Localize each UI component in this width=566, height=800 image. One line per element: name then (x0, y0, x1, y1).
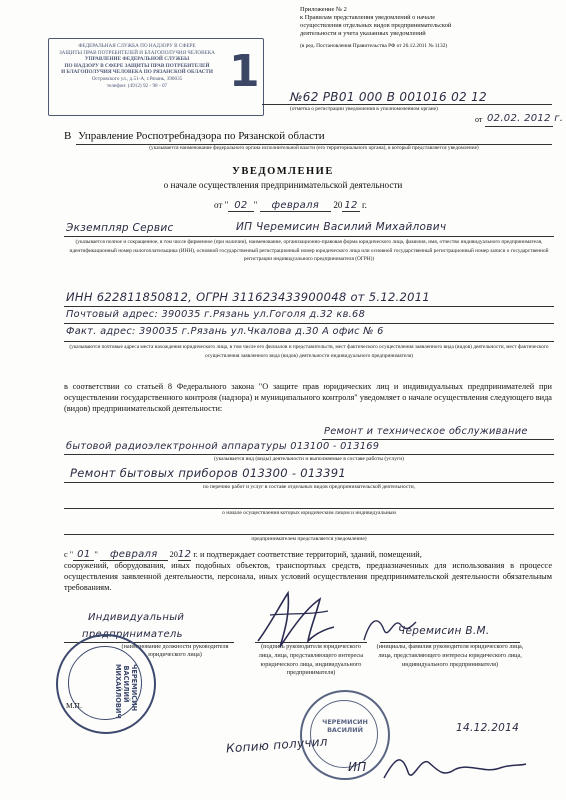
confirmation-text-first: г. и подтверждает соответствие территорий, зданий, помещений, (193, 550, 422, 559)
appendix-header (300, 6, 540, 50)
confirmation-text-rest: сооружений, оборудования, иных подобных объектов, транспортных средств, предназначенных для использования в процессе осуществления заявленной деятельности, персонала, иных условий осуществления предпринимательской деятельности обязательным требованиям. (64, 561, 552, 593)
activity-entrepreneur-caption: предпринимателем представляется уведомление) (251, 536, 367, 542)
signer-name-caption: (инициалы, фамилия руководителя юридического лица, лица, представляющего интересы юридического лица, индивидуального предпринимателя) (376, 643, 524, 668)
stamp-line: Островского ул., д.51-А, г.Рязань, 390035 (91, 75, 183, 82)
registration-number: №62 РВ01 000 В 001016 02 12 (290, 90, 487, 104)
position-line-1: Индивидуальный (88, 612, 185, 623)
mp-label: М.П. (66, 701, 82, 710)
confirmation-year: 12 (177, 549, 192, 560)
addressee-caption: (указывается наименование федерального органа исполнительной власти (его территориального органа), в который представляется уведомление) (149, 145, 479, 151)
registration-date-prefix: от (475, 115, 483, 124)
confirmation-year-prefix: 20 (169, 550, 178, 559)
signature-caption: (подпись руководителя юридического лица, лица, представляющего интересы юридического лица, индивидуального предпринимателя) (258, 643, 364, 677)
notice-date-prefix: от " (214, 200, 229, 210)
appendix-edition: (в ред. Постановления Правительства РФ от 26.12.2011 № 1132) (300, 43, 448, 49)
applicant-ids: ИНН 622811850812, ОГРН 311623433900048 от 5.12.2011 (66, 290, 430, 304)
seal-text: ВАСИЛИЙ (122, 665, 130, 703)
notice-date: от " 02 " февраля 20 12 г. (214, 200, 367, 211)
notice-month: февраля (260, 200, 332, 212)
stamp-line: И БЛАГОПОЛУЧИЯ ЧЕЛОВЕКА ПО РЯЗАНСКОЙ ОБЛАСТИ (61, 69, 213, 76)
stamp-line: ПО НАДЗОРУ В СФЕРЕ ЗАЩИТЫ ПРАВ ПОТРЕБИТЕЛЕЙ (64, 62, 210, 69)
notice-year: 12 (344, 200, 358, 211)
receipt-signature (380, 748, 530, 788)
seal-text: ЧЕРЕМИСИН (130, 664, 138, 712)
activity-kind-2: бытовой радиоэлектронной аппаратуры 013100 - 013169 (66, 441, 380, 452)
stamp-line: ФЕДЕРАЛЬНАЯ СЛУЖБА ПО НАДЗОРУ В СФЕРЕ (78, 43, 196, 49)
incoming-registration-stamp (48, 38, 264, 116)
appendix-line: осуществления отдельных видов предпринимательской (300, 22, 452, 29)
document-subtitle: о начале осуществления предпринимательской деятельности (163, 180, 403, 190)
activity-legal-caption: о начале осуществления которых юридическим лицом и индивидуальным (222, 510, 396, 516)
receipt-note: Копию получил (225, 734, 329, 756)
seal-text: ЧЕРЕМИСИН (322, 718, 368, 726)
notice-year-prefix: 20 (333, 200, 343, 210)
seal-text: ВАСИЛИЙ (327, 726, 363, 734)
position-line-2: предприниматель (82, 629, 183, 640)
activity-list-caption: по перечню работ и услуг в составе отдельных видов предпринимательской деятельности, (202, 484, 416, 490)
activity-paragraph: в соответствии со статьей 8 Федерального закона "О защите прав юридических лиц и индивидуальных предпринимателей при осуществлении государственного контроля (надзора) и муниципального контроля" уведомляет о начале осуществления следующего вида (видов) предпринимательской деятельности: (64, 382, 552, 414)
registration-caption: (отметка о регистрации уведомления в уполномоченном органе) (290, 106, 438, 112)
confirmation-first-line: с " 01 " февраля 2012 г. и подтверждает соответствие территорий, зданий, помещений, (64, 549, 422, 560)
confirmation-day: 01 (73, 549, 94, 561)
appendix-line: к Правилам представления уведомлений о начале (300, 14, 436, 21)
position-caption: (наименование должности руководителя юридического лица) (121, 643, 229, 658)
activity-caption: (указывается вид (виды) деятельности и выполняемые в составе работы (услуги) (214, 456, 404, 462)
appendix-line: деятельности и учета указанных уведомлений (300, 30, 426, 37)
receipt-ip: ИП (348, 760, 367, 774)
activity-kind-3: Ремонт бытовых приборов 013300 - 013391 (70, 466, 346, 480)
address-caption: (указываются почтовые адреса места нахождения юридического лица, в том числе его филиалов и представительств, мест фактического осуществления заявленного вида (видов) деятельности, мест фактического осуществления заявленного вида (видов) деятельности индивидуального предпринимателя) (69, 344, 549, 359)
stamp-line: УПРАВЛЕНИЕ ФЕДЕРАЛЬНОЙ СЛУЖБЫ (84, 56, 190, 63)
document-title: УВЕДОМЛЕНИЕ (232, 166, 334, 177)
addressee (64, 130, 325, 143)
stamp-line: ЗАЩИТЫ ПРАВ ПОТРЕБИТЕЛЕЙ И БЛАГОПОЛУЧИЯ ЧЕЛОВЕКА (59, 49, 215, 56)
confirmation-prefix: с " (64, 550, 74, 559)
applicant-name-right: ИП Черемисин Василий Михайлович (236, 221, 447, 233)
signer-name: Черемисин В.М. (398, 625, 490, 637)
round-seal (56, 634, 156, 734)
notice-day: 02 (228, 200, 253, 212)
applicant-caption: (указывается полное и сокращенное, в том числе фирменное (при наличии), наименование, организационно-правовая форма юридического лица, фамилия, имя, отчество индивидуального предпринимателя, идентификационный номер налогоплательщика (ИНН), основной государственный регистрационный номер юридического лица или основной государственный регистрационный номер записи о государственной регистрации индивидуального предпринимателя (ОГРН)) (69, 239, 549, 263)
addressee-name: Управление Роспотребнадзора по Рязанской области (78, 130, 325, 142)
addressee-prefix: В (64, 130, 72, 142)
stamp-line: телефон: (4912) 92 - 98 - 07 (106, 82, 168, 89)
postal-address: Почтовый адрес: 390035 г.Рязань ул.Гоголя д.32 кв.68 (66, 309, 366, 320)
appendix-title: Приложение № 2 (300, 6, 347, 13)
applicant-name-left: Экземпляр Сервис (66, 222, 174, 234)
notice-year-suffix: г. (361, 200, 367, 210)
activity-kind-1: Ремонт и техническое обслуживание (324, 426, 528, 437)
actual-address: Факт. адрес: 390035 г.Рязань ул.Чкалова д.30 А офис № 6 (66, 326, 384, 337)
seal-text: МИХАЙЛОВИЧ (114, 664, 122, 719)
confirmation-month: февраля (100, 549, 168, 561)
receipt-date: 14.12.2014 (456, 722, 520, 734)
signature-scribble (250, 585, 340, 655)
signature-scribble (360, 610, 420, 646)
registration-date: 02.02. 2012 г. (487, 113, 564, 124)
stamp-number: 1 (229, 46, 260, 97)
